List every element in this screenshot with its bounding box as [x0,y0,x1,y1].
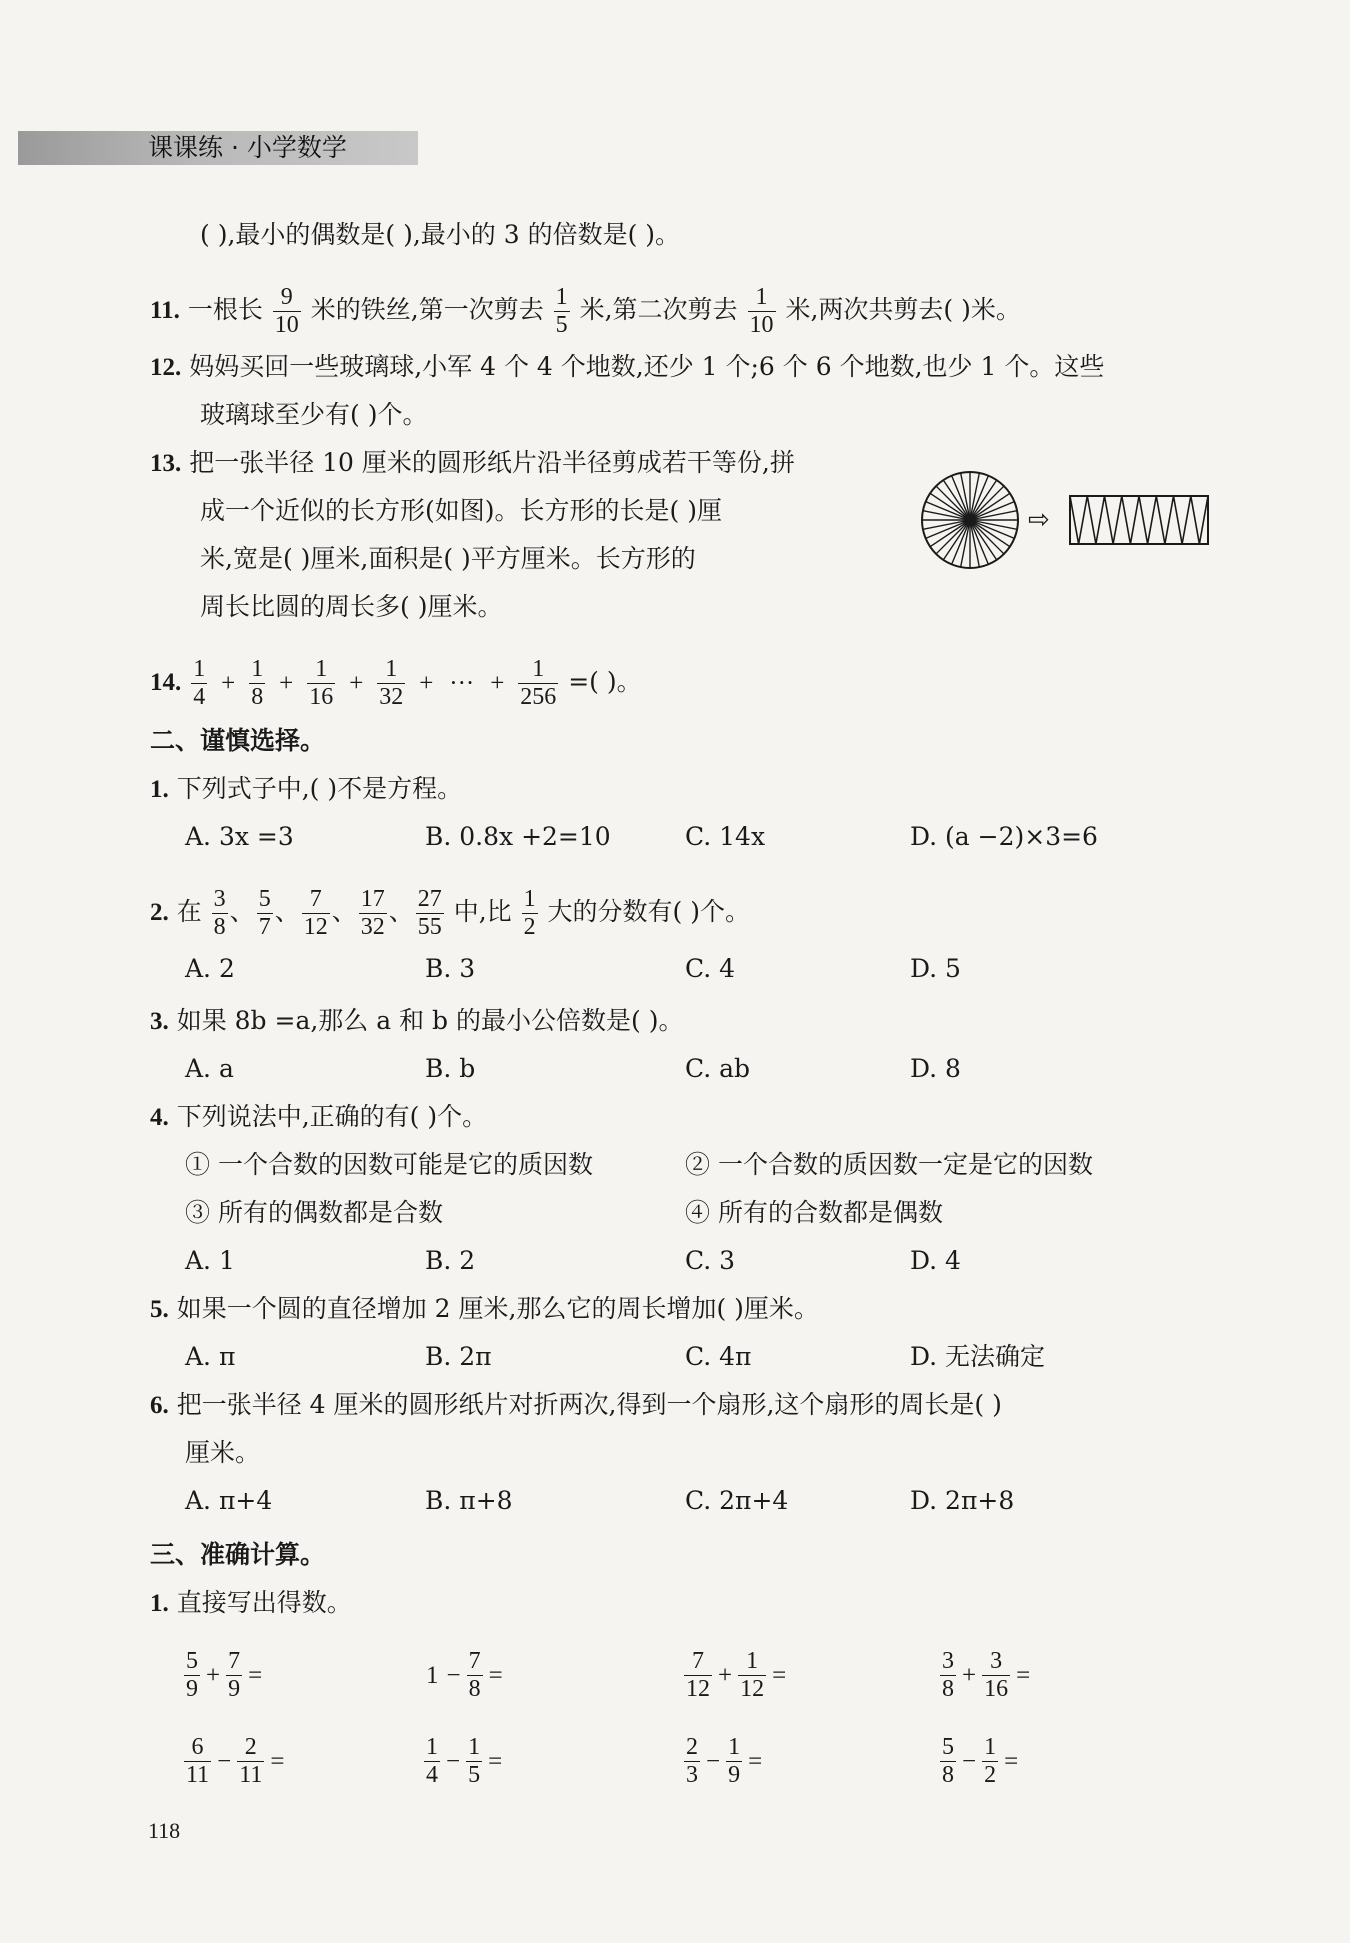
question-text: 下列式子中,( )不是方程。 [176,774,463,803]
option-b: B. 2π [425,1342,492,1371]
q12-line-1: 妈妈买回一些玻璃球,小军 4 个 4 个地数,还少 1 个;6 个 6 个地数,也少 1 个。这些 [189,352,1105,381]
separator: 、 [388,897,414,926]
fraction: $\frac{1}{4}$ [193,656,206,710]
option-b: B. 2 [425,1246,476,1275]
question-13 [150,446,795,481]
option-c: C. 3 [685,1246,736,1275]
separator: 、 [229,897,255,926]
option-d: D. 2π+8 [910,1486,1015,1515]
plus-sign: + [221,669,236,697]
option-a: A. π+4 [185,1486,273,1515]
question-text: 如果 8b =a,那么 a 和 b 的最小公倍数是( )。 [176,1006,684,1035]
calc-item: $\frac{5}{8}$ − $\frac{1}{2}$ = [942,1734,1019,1788]
q11-text-3: 米,第二次剪去 [579,295,738,324]
option-b: B. π+8 [425,1486,513,1515]
option-d: D. 5 [910,954,961,983]
s2-question-1 [150,772,462,807]
question-number: 1. [150,1590,169,1617]
q13-line-4: 周长比圆的周长多( )厘米。 [200,592,503,621]
calc-item: $\frac{2}{3}$ − $\frac{1}{9}$ = [686,1734,763,1788]
fraction: $\frac{9}{10}$ [274,284,299,338]
question-text: 大的分数有( )个。 [547,897,751,926]
q14-tail: =( )。 [568,667,642,696]
plus-sign: + [490,669,505,697]
section-3-title: 三、准确计算。 [150,1540,326,1569]
q13-line-2: 成一个近似的长方形(如图)。长方形的长是( )厘 [200,496,722,525]
option-d: D. (a −2)×3=6 [910,822,1098,851]
question-number: 1. [150,776,169,803]
question-text: 在 [176,897,202,926]
circle-rectangle-svg [918,470,1218,570]
option-b: B. b [425,1054,476,1083]
separator: 、 [274,897,300,926]
calc-item: $\frac{6}{11}$ − $\frac{2}{11}$ = [186,1734,285,1788]
q11-text-1: 一根长 [187,295,263,324]
option-d: D. 4 [910,1246,961,1275]
question-number: 3. [150,1008,169,1035]
option-a: A. 3x =3 [185,822,294,851]
plus-sign: + [419,669,434,697]
fraction: $\frac{1}{5}$ [555,284,568,338]
option-c: C. 4π [685,1342,752,1371]
header-title: 课课练 · 小学数学 [148,133,347,162]
calc-item: $\frac{5}{9}$ + $\frac{7}{9}$ = [186,1648,263,1702]
option-b: B. 0.8x +2=10 [425,822,611,851]
option-d: D. 8 [910,1054,961,1083]
question-text: 下列说法中,正确的有( )个。 [176,1102,488,1131]
question-11 [150,284,1021,339]
sectored-circle [922,472,1018,568]
ellipsis: ··· [449,669,475,697]
question-number: 12. [150,354,182,381]
s2-question-5 [150,1292,819,1327]
option-b: B. 3 [425,954,476,983]
question-text: 中,比 [453,897,512,926]
s3-question-1 [150,1586,352,1621]
fraction: $\frac{1}{10}$ [749,284,774,338]
calc-item: $\frac{7}{12}$ + $\frac{1}{12}$ = [686,1648,787,1702]
page-number: 118 [148,1818,181,1843]
q12-line-2: 玻璃球至少有( )个。 [200,400,428,429]
q11-text-2: 米的铁丝,第一次剪去 [310,295,544,324]
option-d: D. 无法确定 [910,1342,1046,1371]
s2-question-4 [150,1100,487,1135]
question-number: 4. [150,1104,169,1131]
fraction: $\frac{5}{7}$ [258,886,271,940]
question-text: 把一张半径 4 厘米的圆形纸片对折两次,得到一个扇形,这个扇形的周长是( ) [176,1390,1002,1419]
q10-continuation: ( ),最小的偶数是( ),最小的 3 的倍数是( )。 [200,220,681,249]
option-c: C. 4 [685,954,736,983]
fraction: $\frac{1}{8}$ [251,656,264,710]
question-number: 13. [150,450,182,477]
s2-question-2 [150,886,750,941]
fraction: $\frac{1}{2}$ [523,886,536,940]
statement-4: ④ 所有的合数都是偶数 [685,1198,943,1227]
circle-to-rectangle-figure [918,470,1218,574]
q11-text-4: 米,两次共剪去( )米。 [785,295,1021,324]
calc-item: 1 − $\frac{7}{8}$ = [426,1648,503,1702]
fraction: $\frac{1}{256}$ [520,656,557,710]
question-text: 直接写出得数。 [176,1588,352,1617]
separator: 、 [331,897,357,926]
fraction: $\frac{1}{16}$ [309,656,334,710]
s2-question-6 [150,1388,1002,1423]
question-number: 2. [150,899,169,926]
question-12 [150,350,1104,385]
option-c: C. ab [685,1054,751,1083]
question-number: 11. [150,297,180,324]
question-text: 如果一个圆的直径增加 2 厘米,那么它的周长增加( )厘米。 [176,1294,819,1323]
option-c: C. 2π+4 [685,1486,789,1515]
question-number: 5. [150,1296,169,1323]
q6-line-2: 厘米。 [185,1438,261,1467]
q13-line-3: 米,宽是( )厘米,面积是( )平方厘米。长方形的 [200,544,696,573]
question-14 [150,656,642,711]
statement-1: ① 一个合数的因数可能是它的质因数 [185,1150,593,1179]
statement-3: ③ 所有的偶数都是合数 [185,1198,443,1227]
plus-sign: + [279,669,294,697]
question-number: 14. [150,669,182,696]
fraction: $\frac{17}{32}$ [360,886,385,940]
s2-question-3 [150,1004,683,1039]
option-c: C. 14x [685,822,766,851]
option-a: A. a [185,1054,234,1083]
question-number: 6. [150,1392,169,1419]
approx-rectangle [1070,496,1208,544]
option-a: A. 2 [185,954,235,983]
fraction: $\frac{3}{8}$ [213,886,226,940]
fraction: $\frac{27}{55}$ [417,886,442,940]
fraction: $\frac{7}{12}$ [303,886,328,940]
calc-item: $\frac{1}{4}$ − $\frac{1}{5}$ = [426,1734,503,1788]
q13-line-1: 把一张半径 10 厘米的圆形纸片沿半径剪成若干等份,拼 [189,448,795,477]
option-a: A. 1 [185,1246,235,1275]
arrow-icon: ⇨ [1028,505,1050,535]
statement-2: ② 一个合数的质因数一定是它的因数 [685,1150,1093,1179]
option-a: A. π [185,1342,236,1371]
section-2-title: 二、谨慎选择。 [150,726,326,755]
fraction: $\frac{1}{32}$ [379,656,404,710]
plus-sign: + [349,669,364,697]
calc-item: $\frac{3}{8}$ + $\frac{3}{16}$ = [942,1648,1031,1702]
